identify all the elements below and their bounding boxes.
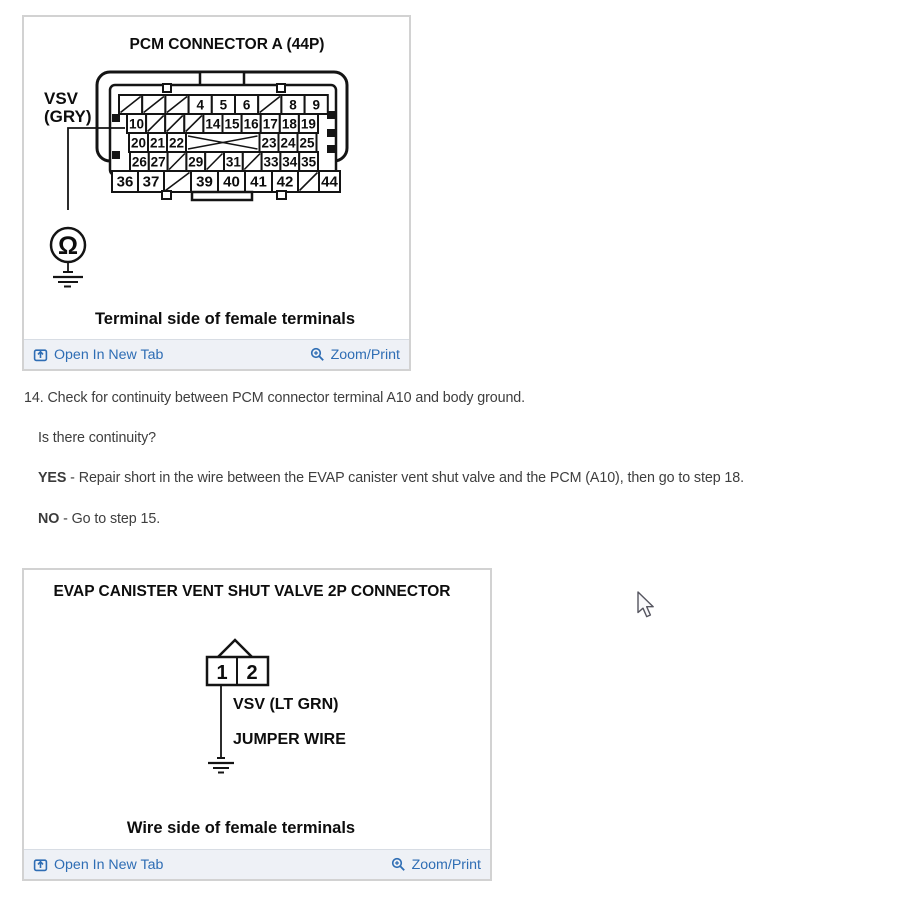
panel1-caption: Terminal side of female terminals: [94, 310, 356, 328]
panel1-title: PCM CONNECTOR A (44P): [129, 36, 325, 53]
pcm-connector-diagram: [24, 17, 409, 340]
pin-number: 36: [116, 173, 134, 191]
pin-number: 41: [250, 173, 267, 191]
pin-number: 10: [129, 116, 145, 132]
pin-number: 34: [282, 154, 298, 170]
pin-number: 20: [130, 135, 147, 151]
pin-number: 25: [299, 135, 315, 151]
yes-text: - Repair short in the wire between the EVAP canister vent shut valve and the PCM (A10), then go to step 18.: [66, 470, 744, 486]
pin-number: 29: [188, 154, 204, 170]
open-in-new-tab-icon: [33, 857, 48, 872]
pin-number: 15: [224, 116, 240, 132]
zoom-print-link[interactable]: [391, 857, 481, 873]
pin-number: 16: [243, 116, 259, 132]
open-in-new-tab-label: Open In New Tab: [54, 856, 164, 873]
wire-label-vsv-ltgrn: VSV (LT GRN): [233, 696, 339, 713]
open-in-new-tab-link[interactable]: [33, 857, 163, 873]
pin-number: 18: [281, 116, 297, 132]
evap-connector-diagram: [24, 570, 490, 852]
panel2-caption: Wire side of female terminals: [126, 819, 356, 837]
open-in-new-tab-label: Open In New Tab: [54, 346, 164, 363]
pin-number: 42: [276, 173, 294, 191]
zoom-print-label: Zoom/Print: [411, 856, 481, 873]
pin-number: 31: [225, 154, 241, 170]
jumper-wire-label: JUMPER WIRE: [233, 731, 346, 748]
pin-number: 5: [219, 97, 228, 113]
pin-number: 6: [242, 97, 251, 113]
step-question: Is there continuity?: [38, 430, 157, 446]
mouse-cursor: [637, 591, 657, 619]
pin-number: 40: [223, 173, 240, 191]
zoom-print-link[interactable]: [310, 347, 400, 363]
evap-connector-panel: [22, 568, 492, 881]
jumper-ground-wire: [208, 685, 234, 773]
pin-number: 33: [263, 154, 279, 170]
evap-connector-body: [207, 640, 268, 685]
pin-number: 24: [280, 135, 296, 151]
pin-number: 17: [262, 116, 278, 132]
zoom-print-label: Zoom/Print: [330, 346, 400, 363]
panel1-footer: [24, 339, 409, 369]
pin-1-label: 1: [216, 662, 228, 684]
pin-number: 26: [131, 154, 147, 170]
pin-number: 39: [196, 173, 213, 191]
pin-number: 4: [196, 97, 204, 113]
pin-number: 19: [300, 116, 316, 132]
zoom-icon: [310, 347, 325, 362]
step-instruction: 14. Check for continuity between PCM connector terminal A10 and body ground.: [24, 390, 526, 406]
pin-number: 35: [301, 154, 317, 170]
open-in-new-tab-icon: [33, 347, 48, 362]
yes-label: YES: [38, 470, 67, 486]
pcm-pin-grid: [112, 95, 340, 192]
pin-number: 8: [289, 97, 297, 113]
pin-number: 22: [168, 135, 185, 151]
wire-label-vsv: VSV: [44, 89, 79, 108]
ohmmeter-symbol: Ω: [57, 232, 79, 260]
wire-label-gry: (GRY): [44, 107, 92, 126]
panel2-footer: [24, 849, 490, 879]
pin-2-label: 2: [246, 662, 258, 684]
pin-number: 44: [321, 173, 338, 191]
pcm-connector-panel: [22, 15, 411, 371]
panel2-title: EVAP CANISTER VENT SHUT VALVE 2P CONNECTOR: [53, 583, 451, 600]
pin-number: 27: [150, 154, 166, 170]
zoom-icon: [391, 857, 406, 872]
pin-number: 37: [142, 173, 160, 191]
pin-number: 23: [261, 135, 277, 151]
no-text: - Go to step 15.: [59, 511, 161, 527]
step-no-line: [38, 511, 160, 527]
pin-number: 9: [312, 97, 320, 113]
pin-number: 14: [205, 116, 221, 132]
no-label: NO: [38, 511, 60, 527]
open-in-new-tab-link[interactable]: [33, 347, 163, 363]
pin-number: 21: [149, 135, 166, 151]
step-yes-line: [38, 470, 744, 486]
